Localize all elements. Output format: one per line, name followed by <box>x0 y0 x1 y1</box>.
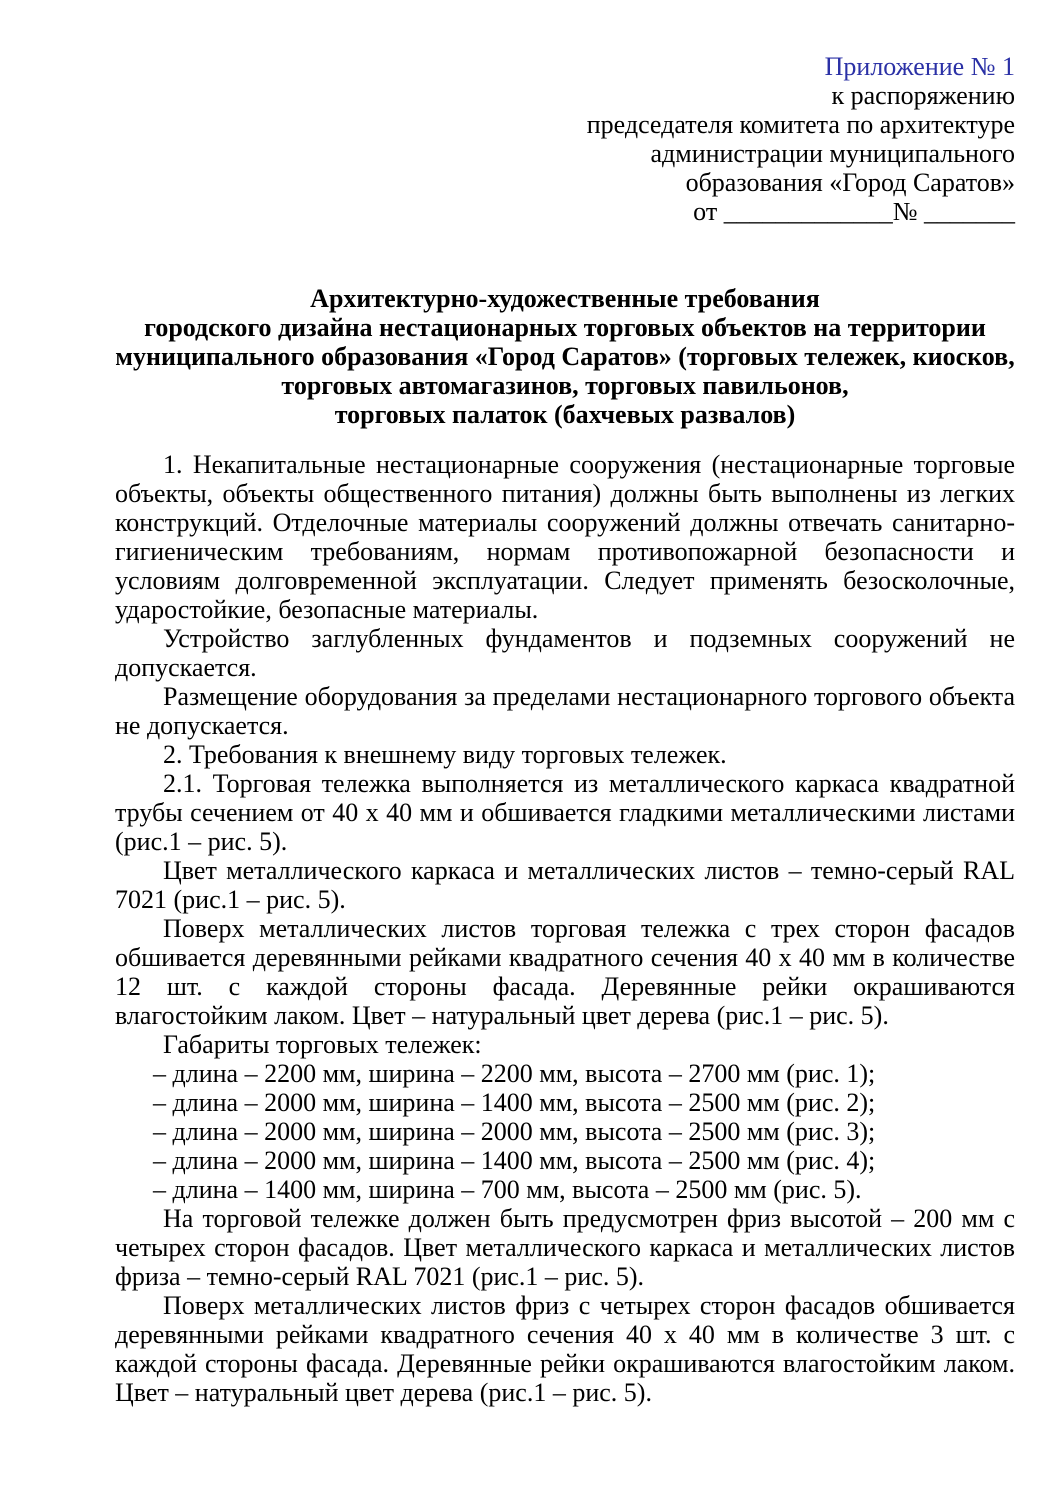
header-date-number-line: от _____________№ _______ <box>693 197 1015 226</box>
title-line: муниципального образования «Город Саратов» (торговых тележек, киосков, <box>115 342 1015 371</box>
header-line: к распоряжению <box>831 81 1015 110</box>
paragraph: Устройство заглубленных фундаментов и подземных сооружений не допускается. <box>115 624 1015 682</box>
document-title <box>115 284 1015 429</box>
header-line: председателя комитета по архитектуре <box>586 110 1015 139</box>
title-line: торговых автомагазинов, торговых павильонов, <box>281 371 849 400</box>
dimension-list-item: – длина – 2000 мм, ширина – 1400 мм, высота – 2500 мм (рис. 2); <box>153 1088 876 1117</box>
document-content <box>115 52 1015 1407</box>
paragraph: Цвет металлического каркаса и металлических листов – темно-серый RAL 7021 (рис.1 – рис. 5). <box>115 856 1015 914</box>
paragraph: 2.1. Торговая тележка выполняется из металлического каркаса квадратной трубы сечением от 40 х 40 мм и обшивается гладкими металлическими листами (рис.1 – рис. 5). <box>115 769 1015 856</box>
appendix-header <box>115 52 1015 226</box>
paragraph: Поверх металлических листов торговая тележка с трех сторон фасадов обшивается деревянными рейками квадратного сечения 40 х 40 мм в количестве 12 шт. с каждой стороны фасада. Деревянные рейки окрашиваются влагостойким лаком. Цвет – натуральный цвет дерева (рис.1 – рис. 5). <box>115 914 1015 1030</box>
paragraph: 1. Некапитальные нестационарные сооружения (нестационарные торговые объекты, объекты общественного питания) должны быть выполнены из легких конструкций. Отделочные материалы сооружений должны отвечать санитарно-гигиеническим требованиям, нормам противопожарной безопасности и условиям долговременной эксплуатации. Следует применять безосколочные, ударостойкие, безопасные материалы. <box>115 450 1015 624</box>
dimension-list-item: – длина – 1400 мм, ширина – 700 мм, высота – 2500 мм (рис. 5). <box>153 1175 862 1204</box>
dimension-list-item: – длина – 2000 мм, ширина – 2000 мм, высота – 2500 мм (рис. 3); <box>153 1117 876 1146</box>
title-line: Архитектурно-художественные требования <box>310 284 820 313</box>
paragraph: Размещение оборудования за пределами нестационарного торгового объекта не допускается. <box>115 682 1015 740</box>
paragraph: Габариты торговых тележек: <box>163 1030 482 1059</box>
title-line: торговых палаток (бахчевых развалов) <box>334 400 796 429</box>
document-body <box>115 450 1015 1407</box>
header-line: администрации муниципального <box>650 139 1015 168</box>
header-line: образования «Город Саратов» <box>685 168 1015 197</box>
dimension-list-item: – длина – 2200 мм, ширина – 2200 мм, высота – 2700 мм (рис. 1); <box>153 1059 876 1088</box>
dimension-list-item: – длина – 2000 мм, ширина – 1400 мм, высота – 2500 мм (рис. 4); <box>153 1146 876 1175</box>
paragraph: На торговой тележке должен быть предусмотрен фриз высотой – 200 мм с четырех сторон фасадов. Цвет металлического каркаса и металлических листов фриза – темно-серый RAL 7021 (рис.1 – рис. 5). <box>115 1204 1015 1291</box>
paragraph: 2. Требования к внешнему виду торговых тележек. <box>163 740 727 769</box>
title-line: городского дизайна нестационарных торговых объектов на территории <box>144 313 986 342</box>
appendix-number: Приложение № 1 <box>824 52 1015 81</box>
paragraph: Поверх металлических листов фриз с четырех сторон фасадов обшивается деревянными рейками квадратного сечения 40 х 40 мм в количестве 3 шт. с каждой стороны фасада. Деревянные рейки окрашиваются влагостойким лаком. Цвет – натуральный цвет дерева (рис.1 – рис. 5). <box>115 1291 1015 1407</box>
